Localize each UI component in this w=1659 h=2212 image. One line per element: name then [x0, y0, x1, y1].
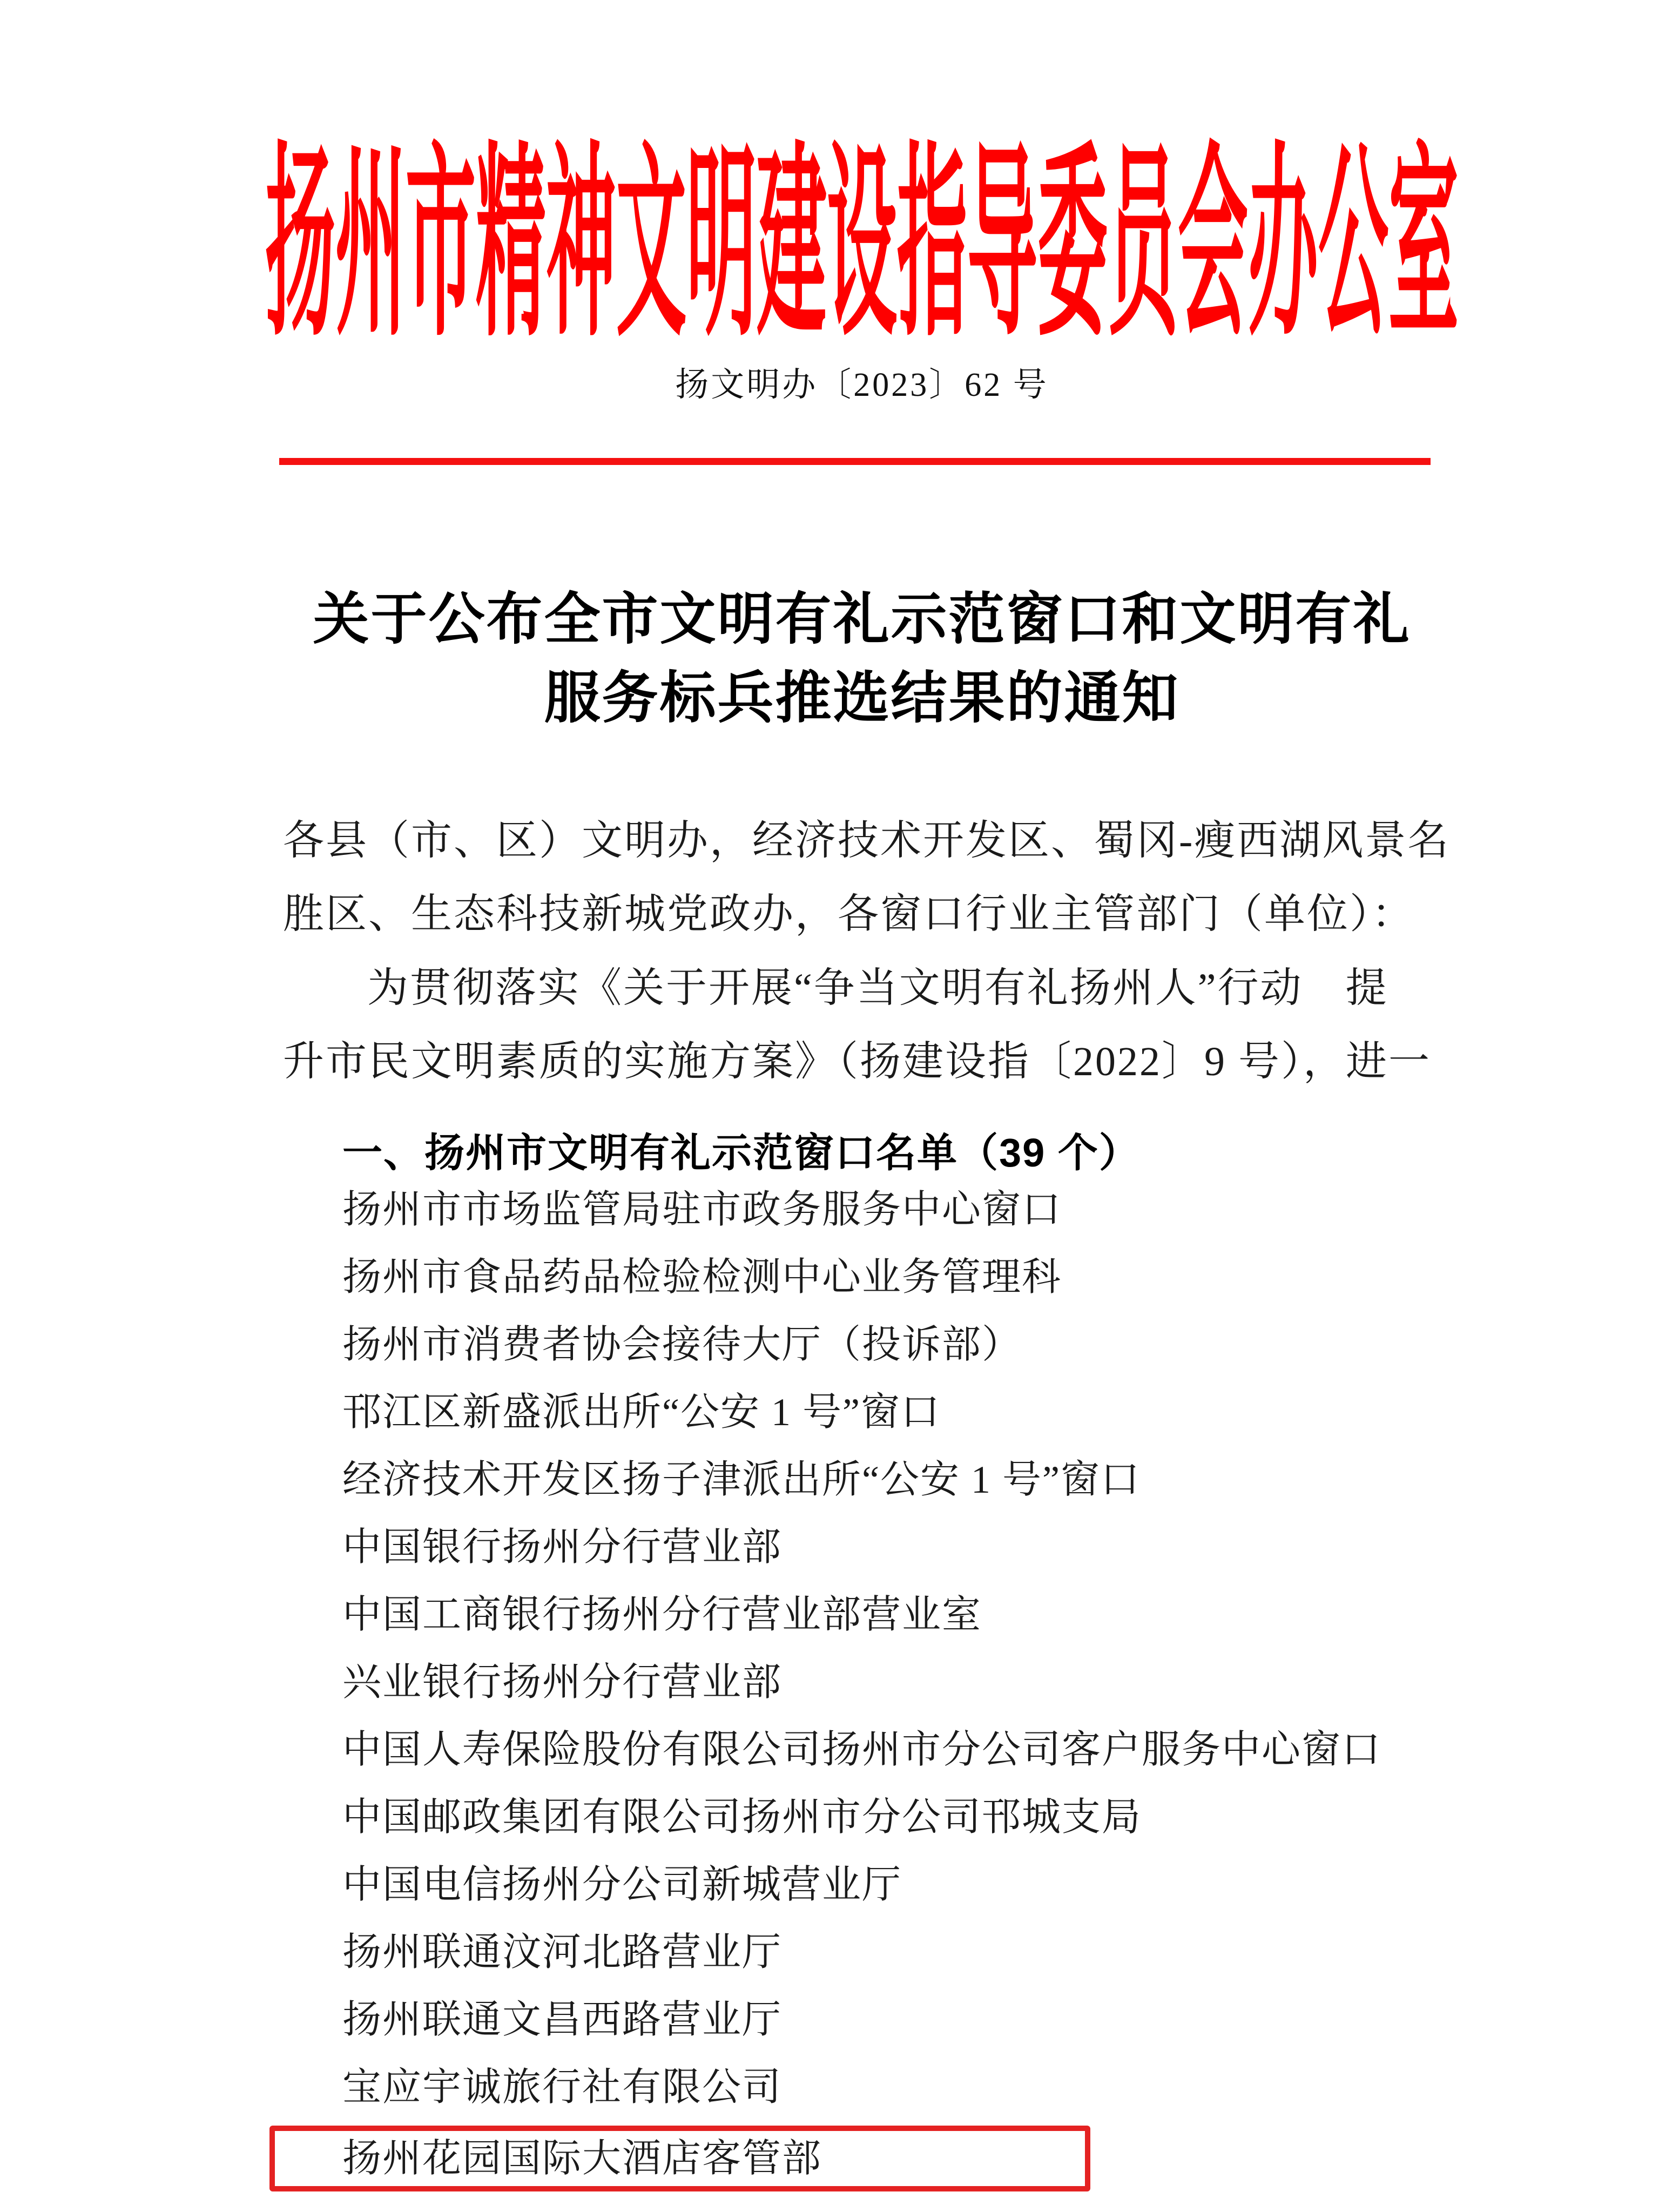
- list-item: 扬州联通文昌西路营业厅: [342, 1998, 783, 2041]
- notice-title: [283, 581, 1441, 738]
- civilized-window-list: [283, 1176, 1441, 2191]
- red-letterhead: [265, 116, 1459, 362]
- body-paragraph-line-2: 升市民文明素质的实施方案》（扬建设指〔2022〕9 号），进一: [283, 1039, 1431, 1084]
- list-item: 邗江区新盛派出所“公安 1 号”窗口: [342, 1391, 941, 1434]
- document-content-column: [265, 0, 1459, 2212]
- notice-title-line-2: 服务标兵推选结果的通知: [544, 667, 1180, 730]
- list-item: 兴业银行扬州分行营业部: [342, 1661, 783, 1704]
- list-item: 中国邮政集团有限公司扬州市分公司邗城支局: [342, 1796, 1142, 1839]
- addressee-paragraph: [283, 804, 1460, 951]
- list-item: 中国人寿保险股份有限公司扬州市分公司客户服务中心窗口: [342, 1728, 1382, 1771]
- issuing-org-title: 扬州市精神文明建设指导委员会办公室: [265, 132, 1459, 362]
- list-item: 中国电信扬州分公司新城营业厅: [342, 1863, 902, 1906]
- list-item: 扬州市消费者协会接待大厅（投诉部）: [342, 1323, 1022, 1366]
- list-item: 扬州市市场监管局驻市政务服务中心窗口: [342, 1188, 1062, 1231]
- body-paragraph: [283, 952, 1460, 1098]
- list-item: 经济技术开发区扬子津派出所“公安 1 号”窗口: [342, 1458, 1141, 1501]
- document-number: 扬文明办〔2023〕62 号: [675, 367, 1049, 403]
- highlighted-list-item: 扬州花园国际大酒店客管部: [342, 2137, 822, 2180]
- red-highlight-box: [269, 2126, 1090, 2191]
- section-heading-window-list: 一、扬州市文明有礼示范窗口名单（39 个）: [342, 1130, 1140, 1175]
- list-item: 扬州市食品药品检验检测中心业务管理科: [342, 1256, 1062, 1299]
- addressee-line-1: 各县（市、区）文明办，经济技术开发区、蜀冈-瘦西湖风景名: [283, 818, 1451, 864]
- list-item: 扬州联通汶河北路营业厅: [342, 1931, 783, 1974]
- addressee-line-2: 胜区、生态科技新城党政办，各窗口行业主管部门（单位）：: [283, 892, 1414, 937]
- list-item: 中国银行扬州分行营业部: [342, 1526, 783, 1569]
- list-item: 宝应宇诚旅行社有限公司: [342, 2066, 783, 2109]
- list-item: 中国工商银行扬州分行营业部营业室: [342, 1593, 982, 1636]
- red-divider-rule: [279, 458, 1431, 465]
- notice-title-line-1: 关于公布全市文明有礼示范窗口和文明有礼: [313, 589, 1411, 651]
- body-paragraph-line-1: 为贯彻落实《关于开展“争当文明有礼扬州人”行动 提: [367, 966, 1388, 1011]
